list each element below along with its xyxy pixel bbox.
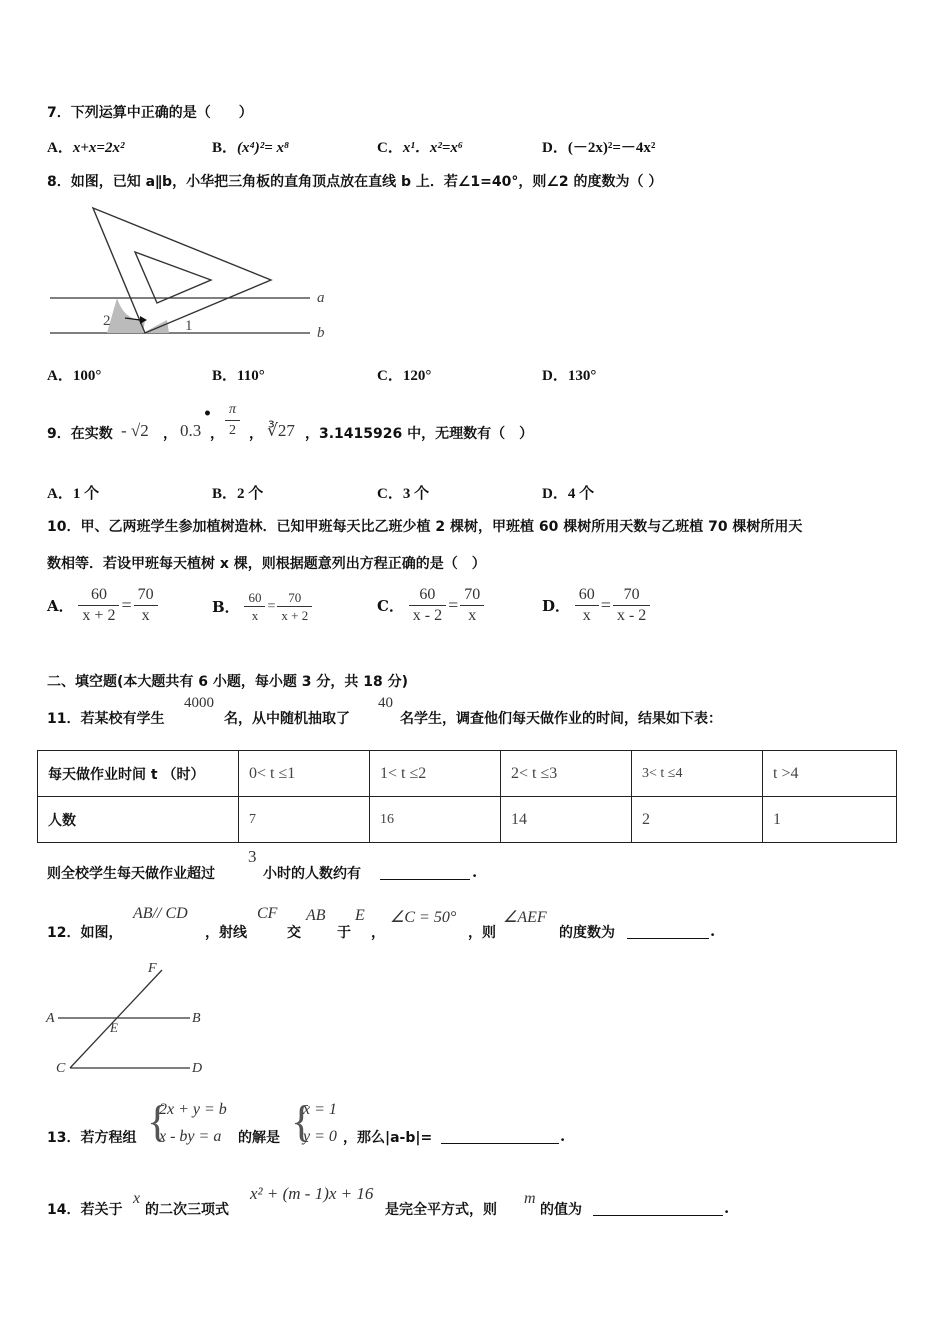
section-2-title: 二、填空题(本大题共有 6 小题，每小题 3 分，共 18 分): [47, 674, 409, 690]
q9-option-b: B．2 个: [212, 486, 264, 502]
q7-option-a: A．x+x=2x²: [47, 140, 125, 156]
q8-option-d: D．130°: [542, 368, 597, 384]
q11-question: 则全校学生每天做作业超过 3 小时的人数约有 .: [47, 847, 478, 882]
q10-line2: 数相等．若设甲班每天植树 x 棵，则根据题意列出方程正确的是（ ）: [47, 556, 486, 572]
q11-answer-blank: [380, 865, 470, 880]
label-C: C: [56, 1061, 66, 1076]
label-F: F: [148, 961, 157, 976]
label-1: 1: [185, 318, 193, 334]
q10-line1: 10．甲、乙两班学生参加植树造林．已知甲班每天比乙班少植 2 棵树，甲班植 60 棵树所用天数与乙班植 70 棵树所用天: [47, 519, 803, 535]
label-D: D: [192, 1061, 203, 1076]
table-cell: t >4: [763, 751, 897, 797]
table-cell: 14: [501, 797, 632, 843]
q8-figure: [45, 200, 345, 345]
q7-stem: 7．下列运算中正确的是（ ）: [47, 105, 253, 121]
table-cell: 7: [239, 797, 370, 843]
table-cell: 16: [370, 797, 501, 843]
q8-option-c: C．120°: [377, 368, 432, 384]
q10-option-d: D． $\frac{60}{x}$ = $\frac{70}{x - 2}$: [542, 585, 650, 626]
label-a: a: [317, 290, 325, 306]
q10-option-b: B． $\frac{60}{x}$ = $\frac{70}{x + 2}$: [212, 589, 312, 624]
q9-option-a: A．1 个: [47, 486, 100, 502]
q12-figure: [42, 958, 217, 1080]
q8-option-b: B．110°: [212, 368, 265, 384]
q7-option-c: C．x¹．x²=x⁶: [377, 140, 464, 156]
table-cell: 人数: [38, 797, 239, 843]
table-cell: 0< t ≤1: [239, 751, 370, 797]
q12-stem: 12．如图， AB// CD ，射线 CF 交 AB 于 E ， ∠C = 50° ，则 ∠AEF 的度数为 .: [47, 905, 716, 941]
angle-1-shade: [143, 320, 169, 333]
q12-answer-blank: [627, 924, 709, 939]
ray-cf: [70, 970, 162, 1068]
angle-2-shade: [107, 298, 145, 333]
table-cell: 2< t ≤3: [501, 751, 632, 797]
q14-stem: 14．若关于 x 的二次三项式 x² + (m - 1)x + 16 是完全平方式，则 m 的值为 .: [47, 1184, 730, 1218]
q7-option-d: D．(－2x)²=－4x²: [542, 140, 656, 156]
q10-option-c: C． $\frac{60}{x - 2}$ = $\frac{70}{x}$: [377, 585, 484, 626]
q13-answer-blank: [441, 1129, 559, 1144]
table-cell: 每天做作业时间 t （时）: [38, 751, 239, 797]
label-B: B: [192, 1011, 201, 1026]
q11-stem: 11．若某校有学生 4000 名，从中随机抽取了 40 名学生，调查他们每天做作业的时间，结果如下表：: [47, 695, 722, 727]
q9-pi-frac: $\frac{\pi}{2}$: [225, 400, 240, 441]
q10-option-a: A． $\frac{60}{x + 2}$ = $\frac{70}{x}$: [47, 585, 158, 626]
table-header-row: [38, 751, 897, 797]
triangle-inner: [135, 252, 211, 303]
label-b: b: [317, 325, 325, 341]
table-cell: 1: [763, 797, 897, 843]
q14-answer-blank: [593, 1201, 723, 1216]
table-cell: 2: [632, 797, 763, 843]
q8-option-a: A．100°: [47, 368, 102, 384]
q13-stem: 13．若方程组 { 2x + y = b x - by = a 的解是 { x = 1 y = 0 ，那么|a-b|= .: [47, 1097, 566, 1146]
q11-table: [37, 750, 897, 843]
q8-stem: 8．如图，已知 a∥b，小华把三角板的直角顶点放在直线 b 上．若∠1=40°，则∠2 的度数为（ ）: [47, 174, 663, 190]
q9-option-c: C．3 个: [377, 486, 430, 502]
label-E: E: [110, 1020, 118, 1035]
q7-option-b: B．(x⁴)²= x⁸: [212, 140, 290, 156]
table-cell: 3< t ≤4: [632, 751, 763, 797]
label-2: 2: [103, 313, 111, 329]
table-cell: 1< t ≤2: [370, 751, 501, 797]
q9-option-d: D．4 个: [542, 486, 595, 502]
label-A: A: [46, 1011, 55, 1026]
table-row: [38, 797, 897, 843]
